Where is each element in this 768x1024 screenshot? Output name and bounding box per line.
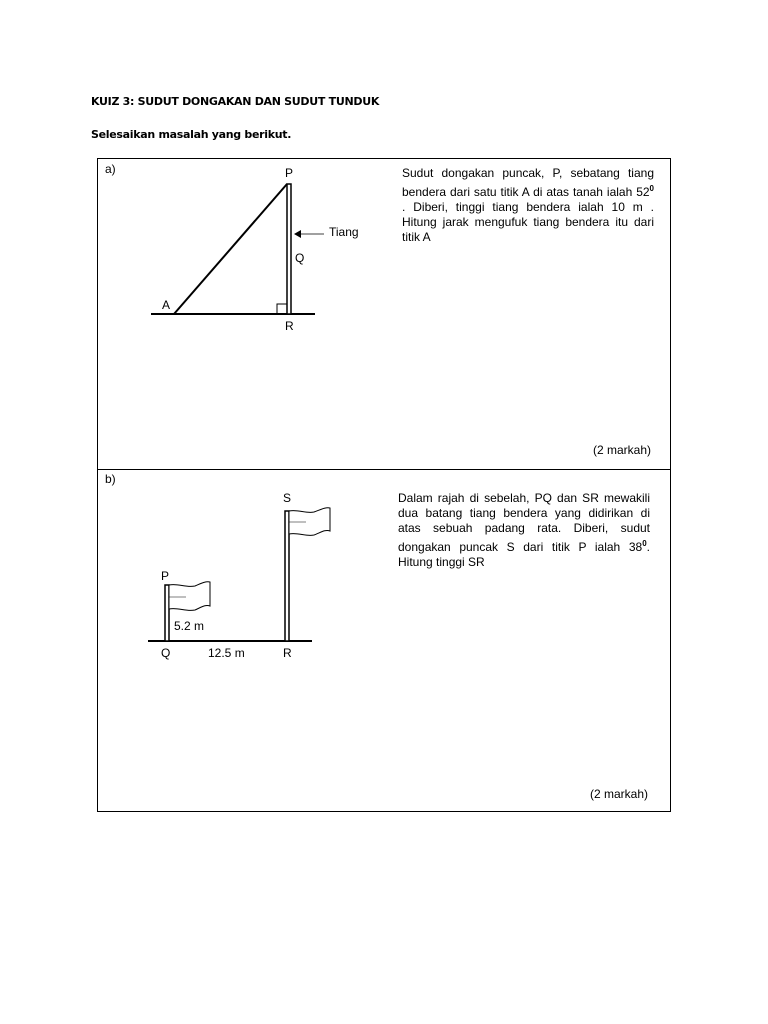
hypotenuse-line (174, 184, 287, 314)
height-pq-label: 5.2 m (174, 619, 205, 633)
question-a-text: Sudut dongakan puncak, P, sebatang tiang bendera dari satu titik A di atas tanah ialah $52^0$ . Diberi, tinggi tiang bendera ialah 10 m . Hitung jarak mengufuk tiang bendera itu dari titik A (402, 166, 654, 244)
pole-label: Tiang (329, 225, 359, 239)
flagpole-pq (165, 585, 169, 641)
right-angle-marker (277, 304, 287, 314)
flag-s (289, 508, 330, 536)
point-p-label: P (161, 569, 170, 583)
point-q-label: Q (161, 646, 171, 660)
question-table (97, 158, 671, 812)
question-b-text: Dalam rajah di sebelah, PQ dan SR mewakili dua batang tiang bendera yang didirikan di atas sebuah padang rata. Diberi, sudut dongakan puncak S dari titik P ialah $38^0$. Hitung tinggi SR (398, 491, 650, 569)
question-a-marks: (2 markah) (592, 443, 651, 457)
point-r-label: R (283, 646, 292, 660)
question-a-label: a) (105, 162, 116, 176)
flagpole-sr (285, 511, 289, 641)
distance-qr-label: 12.5 m (208, 646, 245, 660)
quiz-title: KUIZ 3: SUDUT DONGAKAN DAN SUDUT TUNDUK (91, 95, 380, 108)
pointer-arrowhead (294, 230, 301, 238)
instruction-text: Selesaikan masalah yang berikut. (91, 128, 292, 141)
question-a-diagram (98, 159, 398, 469)
point-q-label: Q (295, 251, 305, 265)
question-b-label: b) (105, 472, 116, 486)
question-b-diagram (98, 469, 398, 813)
flag-p (169, 582, 210, 611)
point-a-label: A (162, 298, 171, 312)
point-p-label: P (285, 166, 294, 180)
flagpole (287, 184, 291, 314)
question-b-marks: (2 markah) (589, 787, 648, 801)
point-r-label: R (285, 319, 294, 333)
point-s-label: S (283, 491, 292, 505)
